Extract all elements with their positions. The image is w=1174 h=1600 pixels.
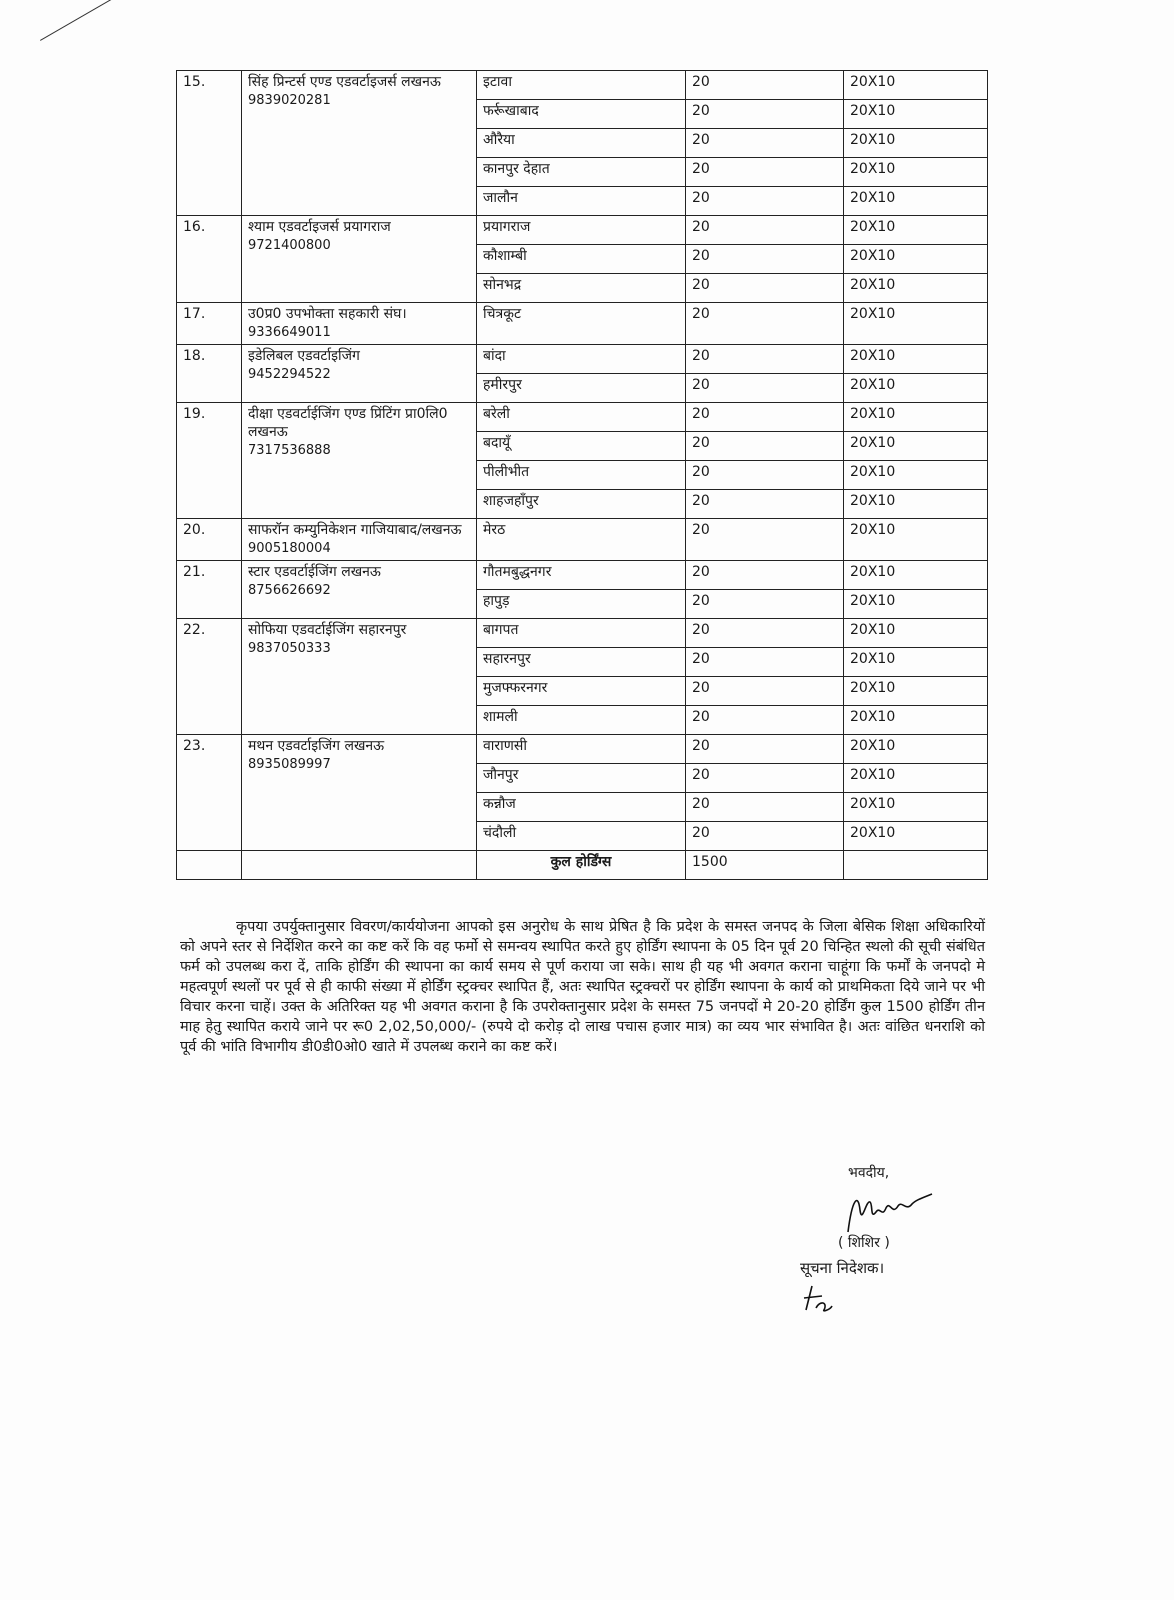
firm-name: सोफिया एडवर्टाईजिंग सहारनपुर xyxy=(248,622,407,639)
hoarding-size: 20X10 xyxy=(844,274,988,303)
hoarding-size: 20X10 xyxy=(844,519,988,561)
firm-cell xyxy=(242,345,477,403)
district-name: मुजफ्फरनगर xyxy=(477,677,686,706)
hoarding-count: 20 xyxy=(686,648,844,677)
hoarding-size: 20X10 xyxy=(844,793,988,822)
district-name: फर्रूखाबाद xyxy=(477,100,686,129)
hoarding-count: 20 xyxy=(686,461,844,490)
district-name: प्रयागराज xyxy=(477,216,686,245)
hoarding-size: 20X10 xyxy=(844,100,988,129)
total-value: 1500 xyxy=(686,851,844,880)
hoarding-count: 20 xyxy=(686,129,844,158)
district-name: कन्नौज xyxy=(477,793,686,822)
total-label: कुल होर्डिंग्स xyxy=(477,851,686,880)
hoarding-size: 20X10 xyxy=(844,345,988,374)
scan-mark xyxy=(40,0,117,41)
district-name: गौतमबुद्धनगर xyxy=(477,561,686,590)
serial-number: 15. xyxy=(177,71,242,216)
hoarding-size: 20X10 xyxy=(844,619,988,648)
firm-name: श्याम एडवर्टाइजर्स प्रयागराज xyxy=(248,219,391,235)
district-name: बदायूँ xyxy=(477,432,686,461)
body-paragraph: कृपया उपर्युक्तानुसार विवरण/कार्ययोजना आपको इस अनुरोध के साथ प्रेषित है कि प्रदेश के समस्त जनपद के जिला बेसिक शिक्षा अधिकारियों को अपने स्तर से निर्देशित करने का कष्ट करें कि वह फर्मो से समन्वय स्थापित करते हुए होर्डिंग स्थापना के 05 दिन पूर्व 20 चिन्हित स्थलो की सूची संबंधित फर्म को उपलब्ध करा दें, ताकि होर्डिंग की स्थापना का कार्य समय से पूर्ण कराया जा सके। साथ ही यह भी अवगत कराना चाहूंगा कि फर्मों के जनपदो मे महत्वपूर्ण स्थलों पर पूर्व से ही काफी संख्या में होर्डिंग स्ट्रक्चर स्थापित हैं, अतः स्थापित स्ट्रक्चरों पर होर्डिंग स्थापना के कार्य को प्राथमिकता दिये जाने पर भी विचार करना चाहें। उक्त के अतिरिक्त यह भी अवगत कराना है कि उपरोक्तानुसार प्रदेश के समस्त 75 जनपदों मे 20-20 होर्डिंग कुल 1500 होर्डिंग तीन माह हेतु स्थापित कराये जाने पर रू0 2,02,50,000/- (रुपये दो करोड़ दो लाख पचास हजार मात्र) का व्यय भार संभावित है। अतः वांछित धनराशि को पूर्व की भांति विभागीय डी0डी0ओ0 खाते में उपलब्ध कराने का कष्ट करें। xyxy=(180,919,985,1055)
firm-cell xyxy=(242,71,477,216)
serial-number: 17. xyxy=(177,303,242,345)
total-empty-cell xyxy=(844,851,988,880)
firm-cell xyxy=(242,216,477,303)
firm-cell xyxy=(242,735,477,851)
hoarding-size: 20X10 xyxy=(844,735,988,764)
firm-name: मथन एडवर्टाइजिंग लखनऊ xyxy=(248,738,385,755)
total-empty-cell xyxy=(242,851,477,880)
firm-phone: 9452294522 xyxy=(248,367,331,383)
district-name: जौनपुर xyxy=(477,764,686,793)
hoarding-size: 20X10 xyxy=(844,216,988,245)
table-row xyxy=(177,561,988,590)
hoarding-count: 20 xyxy=(686,71,844,100)
district-name: इटावा xyxy=(477,71,686,100)
hoarding-size: 20X10 xyxy=(844,187,988,216)
district-name: शामली xyxy=(477,706,686,735)
district-name: सोनभद्र xyxy=(477,274,686,303)
firm-name: उ0प्र0 उपभोक्ता सहकारी संघ। xyxy=(248,306,407,322)
signatory-name: ( शिशिर ) xyxy=(838,1235,890,1251)
firm-name: इडेलिबल एडवर्टाइजिंग xyxy=(248,348,360,365)
district-name: हापुड़ xyxy=(477,590,686,619)
table-row xyxy=(177,403,988,432)
hoarding-count: 20 xyxy=(686,735,844,764)
district-name: बागपत xyxy=(477,619,686,648)
firm-name: सिंह प्रिन्टर्स एण्ड एडवर्टाइजर्स लखनऊ xyxy=(248,74,441,90)
hoarding-size: 20X10 xyxy=(844,490,988,519)
firm-phone: 8756626692 xyxy=(248,583,331,599)
hoarding-count: 20 xyxy=(686,490,844,519)
district-name: औरैया xyxy=(477,129,686,158)
firm-name: स्टार एडवर्टाईजिंग लखनऊ xyxy=(248,564,381,581)
hoarding-count: 20 xyxy=(686,822,844,851)
firm-name: दीक्षा एडवर्टाईजिंग एण्ड प्रिंटिंग प्रा0लि0 लखनऊ xyxy=(248,406,448,441)
hoarding-count: 20 xyxy=(686,793,844,822)
hoarding-size: 20X10 xyxy=(844,677,988,706)
district-name: पीलीभीत xyxy=(477,461,686,490)
firm-cell xyxy=(242,303,477,345)
hoarding-count: 20 xyxy=(686,590,844,619)
firm-phone: 7317536888 xyxy=(248,443,331,459)
district-name: वाराणसी xyxy=(477,735,686,764)
serial-number: 20. xyxy=(177,519,242,561)
hoarding-count: 20 xyxy=(686,764,844,793)
initials-mark xyxy=(800,1280,834,1314)
table-row xyxy=(177,619,988,648)
hoarding-count: 20 xyxy=(686,561,844,590)
hoarding-count: 20 xyxy=(686,216,844,245)
hoarding-size: 20X10 xyxy=(844,432,988,461)
hoarding-size: 20X10 xyxy=(844,374,988,403)
table-row xyxy=(177,735,988,764)
table-row xyxy=(177,345,988,374)
hoarding-size: 20X10 xyxy=(844,461,988,490)
hoarding-size: 20X10 xyxy=(844,590,988,619)
firm-phone: 9837050333 xyxy=(248,641,331,657)
firm-phone: 9839020281 xyxy=(248,93,331,109)
district-name: मेरठ xyxy=(477,519,686,561)
hoarding-count: 20 xyxy=(686,303,844,345)
hoarding-allocation-table xyxy=(176,70,988,880)
hoarding-size: 20X10 xyxy=(844,822,988,851)
firm-phone: 9336649011 xyxy=(248,325,331,341)
hoarding-count: 20 xyxy=(686,245,844,274)
hoarding-count: 20 xyxy=(686,374,844,403)
hoarding-size: 20X10 xyxy=(844,245,988,274)
table-row xyxy=(177,216,988,245)
hoarding-size: 20X10 xyxy=(844,403,988,432)
hoarding-count: 20 xyxy=(686,706,844,735)
district-name: कौशाम्बी xyxy=(477,245,686,274)
hoarding-count: 20 xyxy=(686,187,844,216)
table-row xyxy=(177,71,988,100)
firm-name: साफरॉन कम्युनिकेशन गाजियाबाद/लखनऊ xyxy=(248,522,462,539)
hoarding-count: 20 xyxy=(686,432,844,461)
district-name: बांदा xyxy=(477,345,686,374)
district-name: शाहजहाँपुर xyxy=(477,490,686,519)
hoarding-count: 20 xyxy=(686,519,844,561)
serial-number: 18. xyxy=(177,345,242,403)
firm-cell xyxy=(242,403,477,519)
hoarding-count: 20 xyxy=(686,403,844,432)
district-name: सहारनपुर xyxy=(477,648,686,677)
hoarding-size: 20X10 xyxy=(844,648,988,677)
total-row xyxy=(177,851,988,880)
serial-number: 23. xyxy=(177,735,242,851)
hoarding-count: 20 xyxy=(686,100,844,129)
district-name: बरेली xyxy=(477,403,686,432)
table-row xyxy=(177,519,988,561)
hoarding-count: 20 xyxy=(686,274,844,303)
firm-cell xyxy=(242,519,477,561)
hoarding-count: 20 xyxy=(686,158,844,187)
total-empty-cell xyxy=(177,851,242,880)
serial-number: 16. xyxy=(177,216,242,303)
serial-number: 21. xyxy=(177,561,242,619)
firm-phone: 9721400800 xyxy=(248,238,331,254)
district-name: जालौन xyxy=(477,187,686,216)
firm-phone: 8935089997 xyxy=(248,757,331,773)
table-row xyxy=(177,303,988,345)
firm-cell xyxy=(242,561,477,619)
hoarding-count: 20 xyxy=(686,677,844,706)
district-name: चित्रकूट xyxy=(477,303,686,345)
table-body xyxy=(177,71,988,880)
hoarding-size: 20X10 xyxy=(844,158,988,187)
designation: सूचना निदेशक। xyxy=(800,1259,885,1277)
hoarding-size: 20X10 xyxy=(844,764,988,793)
district-name: हमीरपुर xyxy=(477,374,686,403)
closing-salutation: भवदीय, xyxy=(848,1165,890,1181)
hoarding-count: 20 xyxy=(686,345,844,374)
hoarding-size: 20X10 xyxy=(844,303,988,345)
firm-phone: 9005180004 xyxy=(248,541,331,557)
serial-number: 22. xyxy=(177,619,242,735)
hoarding-size: 20X10 xyxy=(844,561,988,590)
district-name: कानपुर देहात xyxy=(477,158,686,187)
hoarding-count: 20 xyxy=(686,619,844,648)
hoarding-size: 20X10 xyxy=(844,706,988,735)
serial-number: 19. xyxy=(177,403,242,519)
hoarding-size: 20X10 xyxy=(844,129,988,158)
district-name: चंदौली xyxy=(477,822,686,851)
hoarding-size: 20X10 xyxy=(844,71,988,100)
firm-cell xyxy=(242,619,477,735)
